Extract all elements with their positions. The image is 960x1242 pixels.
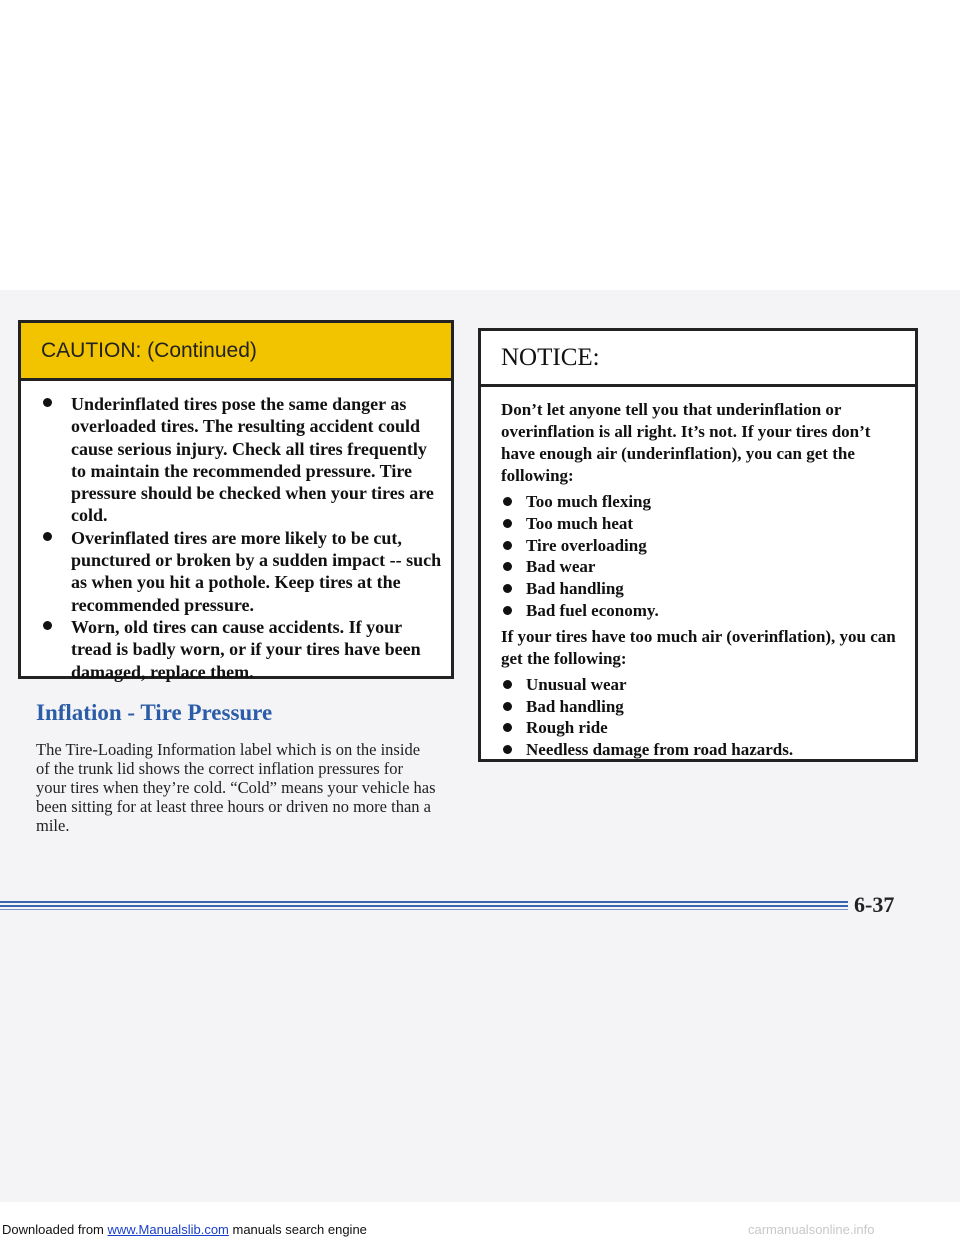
bullet-icon	[43, 621, 52, 630]
source-credit	[2, 1222, 367, 1237]
list-item	[501, 578, 905, 600]
list-item	[501, 600, 905, 622]
list-item-text: Bad handling	[526, 696, 624, 716]
bullet-icon	[503, 680, 512, 689]
bullet-icon	[503, 745, 512, 754]
bullet-icon	[503, 723, 512, 732]
list-item-text: Bad wear	[526, 557, 596, 577]
section-body: The Tire-Loading Information label which is on the inside of the trunk lid shows the correct inflation pressures for your tires when they’re cold. “Cold” means your vehicle has been sitting for at least three hours or driven no more than a mile.	[36, 740, 436, 835]
source-suffix: manuals search engine	[228, 1222, 367, 1237]
caution-item-text: Overinflated tires are more likely to be cut, punctured or broken by a sudden impact -- such as when you hit a pothole. Keep tires at the recommended pressure.	[71, 527, 442, 615]
footer-rule	[0, 901, 848, 910]
caution-item	[43, 393, 443, 527]
list-item-text: Bad handling	[526, 579, 624, 599]
notice-box	[478, 328, 918, 762]
list-item-text: Rough ride	[526, 718, 608, 738]
caution-box	[18, 320, 454, 682]
caution-item-text: Underinflated tires pose the same danger as overloaded tires. The resulting accident could cause serious injury. Check all tires frequently to maintain the recommended pressure. Tire pressure should be checked when your tires are cold.	[71, 394, 434, 526]
notice-intro: Don’t let anyone tell you that underinflation or overinflation is all right. It’s not. If your tires don’t have enough air (underinflation), you can get the following:	[501, 400, 871, 485]
list-item	[501, 513, 905, 535]
list-item-text: Bad fuel economy.	[526, 600, 659, 620]
notice-over-intro: If your tires have too much air (overinflation), you can get the following:	[501, 626, 896, 668]
notice-header: NOTICE:	[481, 331, 915, 387]
bullet-icon	[503, 606, 512, 615]
section-title: Inflation - Tire Pressure	[36, 700, 273, 725]
caution-item	[43, 527, 443, 616]
rule-line	[0, 905, 848, 907]
list-item	[501, 535, 905, 557]
rule-line	[0, 901, 848, 903]
bullet-icon	[503, 541, 512, 550]
list-item-text: Tire overloading	[526, 535, 647, 555]
list-item	[501, 491, 905, 513]
bullet-icon	[503, 702, 512, 711]
bullet-icon	[503, 519, 512, 528]
caution-item	[43, 616, 443, 683]
manualslib-link[interactable]: www.Manualslib.com	[107, 1222, 229, 1237]
list-item	[501, 696, 905, 718]
caution-header: CAUTION: (Continued)	[21, 323, 451, 381]
list-item	[501, 717, 905, 739]
bullet-icon	[503, 562, 512, 571]
underinflation-list	[501, 491, 905, 622]
page-number: 6-37	[854, 892, 895, 917]
rule-line	[0, 909, 848, 910]
list-item	[501, 739, 905, 761]
overinflation-list	[501, 674, 905, 761]
notice-content	[481, 387, 915, 761]
list-item-text: Too much heat	[526, 513, 634, 533]
bullet-icon	[503, 497, 512, 506]
bullet-icon	[43, 398, 52, 407]
list-item-text: Needless damage from road hazards.	[526, 740, 794, 760]
list-item-text: Unusual wear	[526, 674, 627, 694]
bullet-icon	[43, 532, 52, 541]
bullet-icon	[503, 584, 512, 593]
watermark: carmanualsonline.info	[748, 1222, 875, 1237]
source-prefix: Downloaded from	[2, 1222, 108, 1237]
list-item	[501, 674, 905, 696]
list-item	[501, 556, 905, 578]
caution-item-text: Worn, old tires can cause accidents. If your tread is badly worn, or if your tires have been damaged, replace them.	[71, 616, 421, 682]
list-item-text: Too much flexing	[526, 492, 652, 511]
caution-list	[21, 381, 451, 683]
